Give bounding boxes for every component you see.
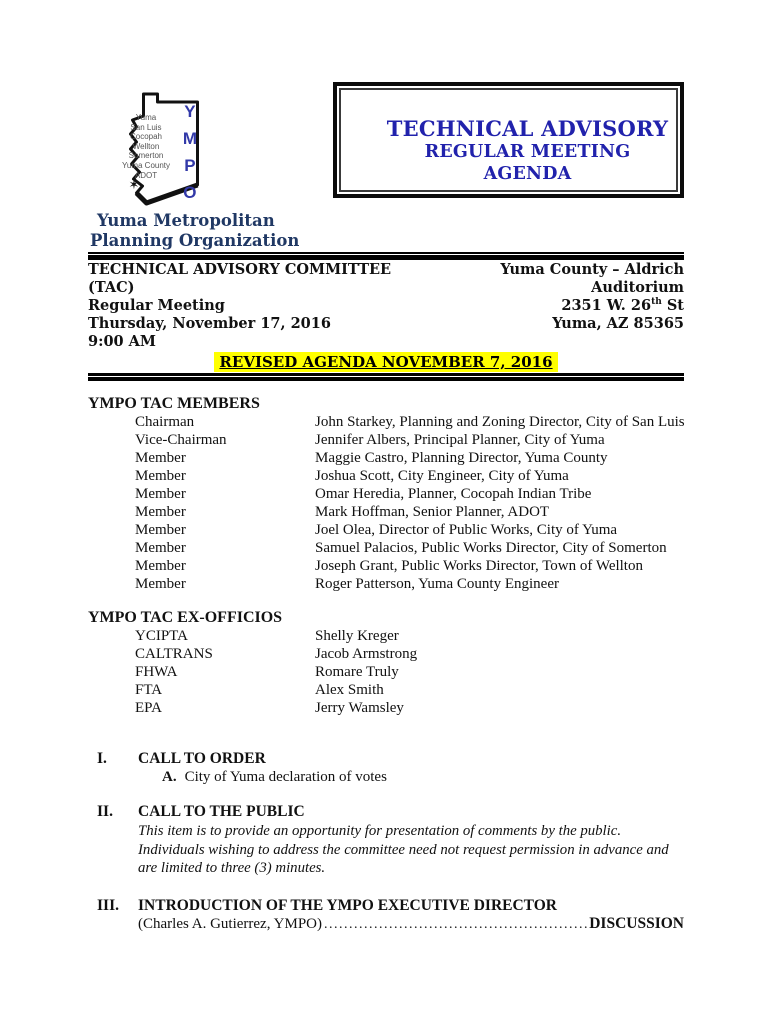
ex-officio-row bbox=[135, 645, 684, 663]
organization-name-line2: Planning Organization bbox=[90, 230, 300, 250]
logo-region: ADOT bbox=[134, 170, 158, 180]
ex-officio-row bbox=[135, 627, 684, 645]
meeting-type: Regular Meeting bbox=[88, 297, 225, 314]
agenda-items bbox=[88, 750, 684, 934]
notice-divider-rule bbox=[88, 373, 684, 381]
member-name: Mark Hoffman, Senior Planner, ADOT bbox=[315, 504, 550, 520]
member-name: Maggie Castro, Planning Director, Yuma County bbox=[315, 450, 608, 466]
address-suffix: St bbox=[661, 297, 684, 314]
organization-name-line1: Yuma Metropolitan bbox=[97, 211, 275, 230]
member-row bbox=[135, 485, 684, 503]
agenda-item-numeral: I. bbox=[97, 750, 107, 767]
member-row bbox=[135, 503, 684, 521]
meeting-header-row bbox=[88, 261, 684, 297]
logo-region: Cocopah bbox=[129, 132, 163, 142]
members-roster bbox=[88, 413, 684, 593]
revised-notice-row bbox=[88, 352, 684, 373]
member-name: Omar Heredia, Planner, Cocopah Indian Tribe bbox=[315, 486, 592, 502]
meeting-date: Thursday, November 17, 2016 bbox=[88, 315, 331, 332]
ex-officio-org: CALTRANS bbox=[135, 646, 213, 662]
tac-members-section bbox=[88, 395, 684, 593]
logo-region: San Luis bbox=[130, 122, 162, 132]
agenda-item-presenter-row bbox=[138, 915, 684, 934]
agenda-item-introduction-director bbox=[97, 897, 684, 935]
ex-officio-name: Jerry Wamsley bbox=[315, 700, 404, 716]
logo-region: Somerton bbox=[128, 151, 164, 161]
agenda-item-call-to-order bbox=[97, 750, 684, 786]
agenda-item-title: CALL TO ORDER bbox=[138, 750, 266, 767]
ex-officio-org: YCIPTA bbox=[135, 628, 188, 644]
logo-letter: M bbox=[182, 129, 197, 148]
document-title-box-inner bbox=[339, 88, 678, 192]
agenda-item-head bbox=[97, 750, 684, 768]
tac-ex-officios-section bbox=[88, 609, 684, 717]
document-title: TECHNICAL ADVISORY bbox=[386, 116, 669, 141]
member-row bbox=[135, 467, 684, 485]
address-number: 2351 W. 26 bbox=[561, 297, 652, 314]
ex-officio-name: Jacob Armstrong bbox=[315, 646, 418, 662]
member-role: Chairman bbox=[135, 414, 195, 430]
logo-letter: Y bbox=[184, 102, 196, 121]
ex-officio-org: EPA bbox=[135, 700, 162, 716]
agenda-item-title: INTRODUCTION OF THE YMPO EXECUTIVE DIRECTOR bbox=[138, 896, 557, 914]
agenda-subitem-label: A. bbox=[162, 769, 177, 785]
ex-officio-row bbox=[135, 699, 684, 717]
member-role: Member bbox=[135, 558, 186, 574]
document-header bbox=[88, 0, 684, 252]
member-row bbox=[135, 575, 684, 593]
ex-officios-section-title: YMPO TAC EX-OFFICIOS bbox=[88, 609, 283, 626]
header-divider-rule bbox=[88, 252, 684, 260]
logo-region-list bbox=[113, 113, 179, 180]
logo-acronym bbox=[183, 98, 197, 206]
address-ordinal: th bbox=[651, 297, 662, 308]
member-role: Member bbox=[135, 486, 186, 502]
logo-region: Yuma bbox=[135, 113, 157, 122]
logo-region: Wellton bbox=[132, 141, 160, 151]
member-role: Member bbox=[135, 522, 186, 538]
agenda-item-title: CALL TO THE PUBLIC bbox=[138, 803, 305, 820]
ex-officio-row bbox=[135, 681, 684, 699]
meeting-address bbox=[561, 297, 684, 315]
agenda-item-call-to-public bbox=[97, 803, 684, 878]
member-name: Samuel Palacios, Public Works Director, City of Somerton bbox=[315, 540, 667, 556]
agenda-item-description: This item is to provide an opportunity for presentation of comments by the public. Individuals wishing to address the committee need not request permission in advance and are limited to three (3) minutes. bbox=[138, 823, 669, 876]
member-row bbox=[135, 449, 684, 467]
member-row bbox=[135, 413, 684, 431]
member-role: Member bbox=[135, 450, 186, 466]
member-name: Joseph Grant, Public Works Director, Town of Wellton bbox=[315, 558, 643, 574]
member-row bbox=[135, 557, 684, 575]
ex-officio-name: Romare Truly bbox=[315, 664, 399, 680]
document-content bbox=[88, 0, 684, 934]
member-row bbox=[135, 521, 684, 539]
ex-officio-org: FHWA bbox=[135, 664, 178, 680]
meeting-header-row bbox=[88, 297, 684, 315]
agenda-item-head bbox=[97, 897, 684, 915]
document-subtitle: REGULAR MEETING AGENDA bbox=[424, 142, 631, 184]
members-section-title: YMPO TAC MEMBERS bbox=[88, 395, 260, 412]
ex-officio-name: Shelly Kreger bbox=[315, 628, 399, 644]
ex-officio-row bbox=[135, 663, 684, 681]
committee-name: TECHNICAL ADVISORY COMMITTEE (TAC) bbox=[88, 261, 392, 296]
organization-name bbox=[90, 211, 299, 250]
member-role: Member bbox=[135, 540, 186, 556]
ex-officios-roster bbox=[88, 627, 684, 717]
member-name: Joshua Scott, City Engineer, City of Yuma bbox=[315, 468, 569, 484]
member-role: Member bbox=[135, 576, 186, 592]
member-name: Roger Patterson, Yuma County Engineer bbox=[315, 576, 559, 592]
agenda-subitem bbox=[162, 768, 684, 786]
meeting-time: 9:00 AM bbox=[88, 333, 156, 350]
member-name: Joel Olea, Director of Public Works, City of Yuma bbox=[315, 522, 618, 538]
member-name: Jennifer Albers, Principal Planner, City of Yuma bbox=[315, 432, 605, 448]
logo-letter: P bbox=[184, 156, 196, 175]
member-name: John Starkey, Planning and Zoning Director, City of San Luis bbox=[315, 414, 685, 430]
agenda-item-head bbox=[97, 803, 684, 821]
logo-letter: O bbox=[183, 183, 197, 202]
member-role: Member bbox=[135, 468, 186, 484]
member-row bbox=[135, 431, 684, 449]
agenda-item-presenter: (Charles A. Gutierrez, YMPO) bbox=[138, 916, 322, 932]
meeting-header-row bbox=[88, 333, 684, 351]
logo-region: Yuma County bbox=[121, 160, 171, 170]
document-title-box bbox=[333, 82, 684, 198]
meeting-header bbox=[88, 260, 684, 351]
agenda-item-action: DISCUSSION bbox=[589, 915, 684, 932]
agenda-subitem-text: City of Yuma declaration of votes bbox=[184, 769, 387, 785]
logo-star-icon: ✶ bbox=[128, 177, 140, 192]
meeting-header-row bbox=[88, 315, 684, 333]
agenda-item-numeral: II. bbox=[97, 803, 113, 820]
member-role: Member bbox=[135, 504, 186, 520]
revised-agenda-notice: REVISED AGENDA NOVEMBER 7, 2016 bbox=[214, 352, 557, 372]
member-row bbox=[135, 539, 684, 557]
member-role: Vice-Chairman bbox=[135, 432, 227, 448]
leader-dots bbox=[324, 916, 587, 934]
ympo-logo bbox=[100, 86, 206, 208]
agenda-item-numeral: III. bbox=[97, 896, 119, 914]
ex-officio-org: FTA bbox=[135, 682, 163, 698]
meeting-city-state-zip: Yuma, AZ 85365 bbox=[552, 315, 684, 332]
ex-officio-name: Alex Smith bbox=[315, 682, 384, 698]
meeting-location: Yuma County – Aldrich Auditorium bbox=[500, 261, 684, 296]
